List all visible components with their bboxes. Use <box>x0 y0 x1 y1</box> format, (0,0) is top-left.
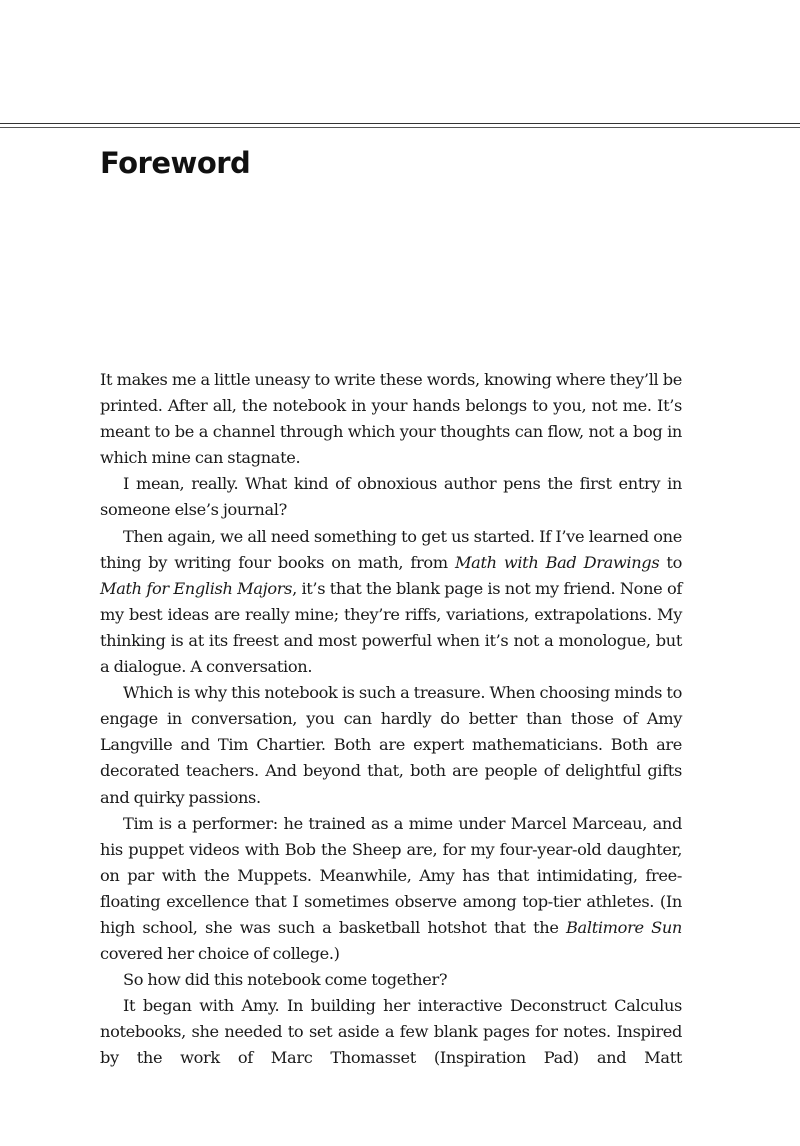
text-run: to <box>659 552 682 572</box>
text-run: Tim is a performer: he trained as a mime under Marcel Marceau, and his puppet videos with Bob the Sheep are, for my four-year-old daughter, on par with the Muppets. Meanwhile, Amy has that intimidating, free-floating excellence that I sometimes observe among top-tier athletes. (In high school, she was such a basketball hotshot that the <box>100 813 682 937</box>
text-run: covered her choice of college.) <box>100 944 340 964</box>
paragraph <box>100 680 682 810</box>
body-text <box>100 367 682 1072</box>
text-run: I mean, really. What kind of obnoxious author pens the first entry in someone else’s journal? <box>100 474 682 520</box>
text-run: So how did this notebook come together? <box>123 970 448 990</box>
paragraph <box>100 367 682 471</box>
paragraph <box>100 993 682 1071</box>
newspaper-title-italic: Baltimore Sun <box>566 917 683 937</box>
paragraph <box>100 524 682 681</box>
text-run: It makes me a little uneasy to write these words, knowing where they’ll be printed. After all, the notebook in your hands belongs to you, not me. It’s meant to be a channel through which your thoughts can flow, not a bog in which mine can stagnate. <box>100 370 682 468</box>
text-run: Which is why this notebook is such a treasure. When choosing minds to engage in conversation, you can hardly do better than those of Amy Langville and Tim Chartier. Both are expert mathematicians. Both are decorated teachers. And beyond that, both are people of delightful gifts and quirky passions. <box>100 683 682 807</box>
book-title-italic: Math with Bad Drawings <box>454 552 660 572</box>
book-title-italic: Math for English Majors <box>100 578 293 598</box>
paragraph <box>100 811 682 968</box>
header-rule-thick <box>0 123 800 124</box>
text-run: It began with Amy. In building her interactive Deconstruct Calculus notebooks, she needed to set aside a few blank pages for notes. Inspired by the work of Marc Thomasset (Inspiration Pad) and Matt <box>100 996 682 1068</box>
header-rule-thin <box>0 127 800 128</box>
paragraph <box>100 967 682 993</box>
paragraph <box>100 471 682 523</box>
chapter-title: Foreword <box>100 146 251 180</box>
text-run: Then again, we all need something to get us started. If I’ve learned one thing by writing four books on math, from <box>100 526 682 572</box>
text-run: , it’s that the blank page is not my friend. None of my best ideas are really mine; they’re riffs, variations, extrapolations. My thinking is at its freest and most powerful when it’s not a monologue, but a dialogue. A conversation. <box>100 578 682 677</box>
